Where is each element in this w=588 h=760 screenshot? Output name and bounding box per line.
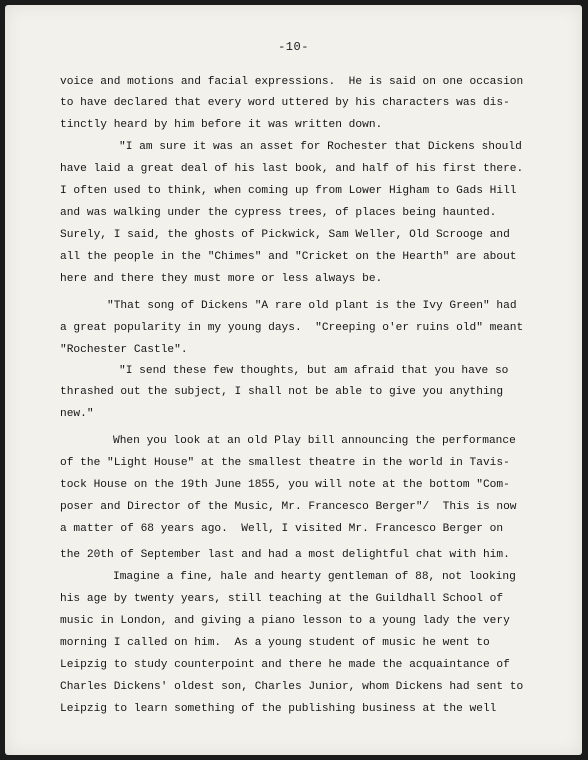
text-line: Charles Dickens' oldest son, Charles Junior, whom Dickens had sent to <box>60 681 524 693</box>
text-line: When you look at an old Play bill announcing the performance <box>113 435 516 447</box>
text-line: "That song of Dickens "A rare old plant is the Ivy Green" had <box>107 300 517 312</box>
text-line: morning I called on him. As a young student of music he went to <box>60 637 490 649</box>
text-line: I often used to think, when coming up from Lower Higham to Gads Hill <box>60 185 517 197</box>
text-line: and was walking under the cypress trees, of places being haunted. <box>60 207 497 219</box>
text-line: new." <box>60 408 94 420</box>
text-line: "I send these few thoughts, but am afraid that you have so <box>119 365 509 377</box>
text-line: have laid a great deal of his last book, and half of his first there. <box>60 163 524 175</box>
text-line: poser and Director of the Music, Mr. Francesco Berger"/ This is now <box>60 501 517 513</box>
text-line: the 20th of September last and had a most delightful chat with him. <box>60 549 510 561</box>
text-line: "Rochester Castle". <box>60 344 188 356</box>
text-line: tock House on the 19th June 1855, you will note at the bottom "Com- <box>60 479 510 491</box>
text-line: "I am sure it was an asset for Rochester that Dickens should <box>119 141 522 153</box>
text-line: here and there they must more or less always be. <box>60 273 383 285</box>
text-line: all the people in the "Chimes" and "Cricket on the Hearth" are about <box>60 251 517 263</box>
text-line: thrashed out the subject, I shall not be able to give you anything <box>60 386 504 398</box>
text-line: Surely, I said, the ghosts of Pickwick, Sam Weller, Old Scrooge and <box>60 229 510 241</box>
text-line: tinctly heard by him before it was written down. <box>60 119 383 131</box>
text-line: of the "Light House" at the smallest theatre in the world in Tavis- <box>60 457 510 469</box>
text-line: Leipzig to study counterpoint and there he made the acquaintance of <box>60 659 510 671</box>
document-page <box>5 5 582 755</box>
text-line: to have declared that every word uttered by his characters was dis- <box>60 97 510 109</box>
page-number: -10- <box>278 40 309 54</box>
text-line: Leipzig to learn something of the publishing business at the well <box>60 703 497 715</box>
text-line: a great popularity in my young days. "Creeping o'er ruins old" meant <box>60 322 524 334</box>
text-line: voice and motions and facial expressions. He is said on one occasion <box>60 76 524 88</box>
text-line: a matter of 68 years ago. Well, I visited Mr. Francesco Berger on <box>60 523 504 535</box>
text-line: Imagine a fine, hale and hearty gentleman of 88, not looking <box>113 571 516 583</box>
text-line: his age by twenty years, still teaching at the Guildhall School of <box>60 593 504 605</box>
text-line: music in London, and giving a piano lesson to a young lady the very <box>60 615 510 627</box>
